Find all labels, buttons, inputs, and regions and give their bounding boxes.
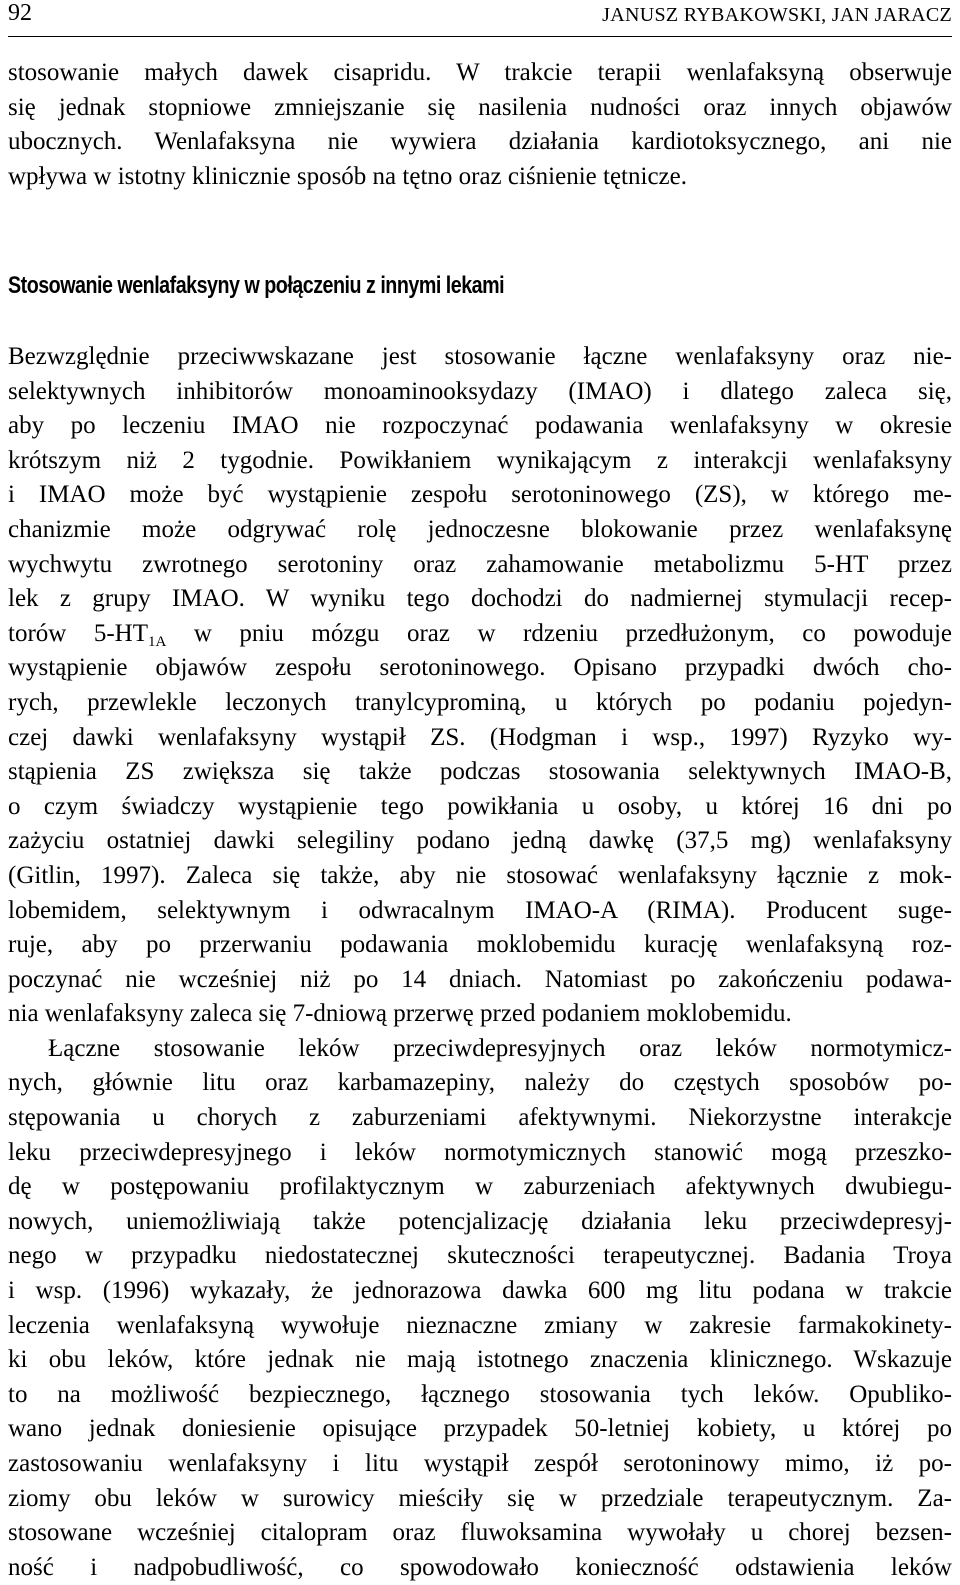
text-line: ziomy obu leków w surowicy mieściły się w przedziale terapeutycznym. Za-	[8, 1484, 952, 1512]
text-line: wano jednak doniesienie opisujące przypadek 50-letniej kobiety, u której po	[8, 1415, 952, 1443]
text-line: o czym świadczy wystąpienie tego powikłania u osoby, u której 16 dni po	[8, 792, 952, 820]
text-line: ki obu leków, które jednak nie mają istotnego znaczenia klinicznego. Wskazuje	[8, 1346, 952, 1374]
text-line: i wsp. (1996) wykazały, że jednorazowa dawka 600 mg litu podana w trakcie	[8, 1277, 952, 1305]
text-line: ność i nadpobudliwość, co spowodowało konieczność odstawienia leków	[8, 1553, 952, 1581]
section-heading: Stosowanie wenlafaksyny w połączeniu z innymi lekami	[8, 272, 505, 299]
text-line: lobemidem, selektywnym i odwracalnym IMAO-A (RIMA). Producent suge-	[8, 896, 952, 924]
text-line: stosowane wcześniej citalopram oraz fluwoksamina wywołały u chorej bezsen-	[8, 1519, 952, 1547]
paragraph-mood-stabilizers	[8, 1032, 952, 1585]
text-line: chanizmie może odgrywać rolę jednoczesne blokowanie przez wenlafaksynę	[8, 515, 952, 543]
journal-page	[8, 0, 952, 1581]
receptor-line	[8, 617, 952, 652]
text-line: się jednak stopniowe zmniejszanie się nasilenia nudności oraz innych objawów	[8, 93, 952, 121]
text-line: wpływa w istotny klinicznie sposób na tętno oraz ciśnienie tętnicze.	[8, 162, 687, 190]
running-header	[8, 0, 952, 37]
text-line: stąpienia ZS zwiększa się także podczas stosowania selektywnych IMAO-B,	[8, 758, 952, 786]
receptor-subscript: 1A	[148, 633, 167, 650]
receptor-line-end: w pniu mózgu oraz w rdzeniu przedłużonym, co powoduje	[166, 619, 952, 647]
text-line: stępowania u chorych z zaburzeniami afektywnymi. Niekorzystne interakcje	[8, 1104, 952, 1132]
text-line: zastosowaniu wenlafaksyny i litu wystąpił zespół serotoninowy mimo, iż po-	[8, 1450, 952, 1477]
paragraph-contraindications	[8, 340, 952, 1032]
text-line: wychwytu zwrotnego serotoniny oraz zahamowanie metabolizmu 5-HT przez	[8, 550, 952, 578]
text-line: krótszym niż 2 tygodnie. Powikłaniem wynikającym z interakcji wenlafaksyny	[8, 446, 952, 474]
text-line: leczenia wenlafaksyną wywołuje nieznaczne zmiany w zakresie farmakokinety-	[8, 1311, 952, 1339]
text-line: wystąpienie objawów zespołu serotoninowego. Opisano przypadki dwóch cho-	[8, 654, 952, 682]
text-line: ubocznych. Wenlafaksyna nie wywiera działania kardiotoksycznego, ani nie	[8, 128, 952, 156]
section-body	[8, 340, 952, 1585]
text-line: dę w postępowaniu profilaktycznym w zaburzeniach afektywnych dwubiegu-	[8, 1173, 952, 1201]
intro-paragraph	[8, 56, 952, 194]
text-line: poczynać nie wcześniej niż po 14 dniach. Natomiast po zakończeniu podawa-	[8, 965, 952, 993]
text-line: leku przeciwdepresyjnego i leków normotymicznych stanowić mogą przeszko-	[8, 1138, 952, 1166]
text-line: ruje, aby po przerwaniu podawania moklobemidu kurację wenlafaksyną roz-	[8, 931, 952, 959]
text-line: nia wenlafaksyny zaleca się 7-dniową przerwę przed podaniem moklobemidu.	[8, 1000, 792, 1028]
text-line: Bezwzględnie przeciwwskazane jest stosowanie łączne wenlafaksyny oraz nie-	[8, 343, 952, 370]
receptor-line-start: torów 5-HT	[8, 619, 148, 647]
text-line: (Gitlin, 1997). Zaleca się także, aby nie stosować wenlafaksyny łącznie z mok-	[8, 861, 952, 889]
text-line: aby po leczeniu IMAO nie rozpoczynać podawania wenlafaksyny w okresie	[8, 412, 952, 440]
text-line: nowych, uniemożliwiają także potencjalizację działania leku przeciwdepresyj-	[8, 1207, 952, 1235]
text-line: stosowanie małych dawek cisapridu. W trakcie terapii wenlafaksyną obserwuje	[8, 59, 952, 86]
text-line: rych, przewlekle leczonych tranylcyprominą, u których po podaniu pojedyn-	[8, 688, 952, 716]
text-line: to na możliwość bezpiecznego, łącznego stosowania tych leków. Opubliko-	[8, 1380, 952, 1408]
text-line: lek z grupy IMAO. W wyniku tego dochodzi do nadmiernej stymulacji recep-	[8, 585, 952, 613]
text-line: selektywnych inhibitorów monoaminooksydazy (IMAO) i dlatego zaleca się,	[8, 377, 952, 405]
page-number: 92	[8, 0, 32, 26]
text-line: zażyciu ostatniej dawki selegiliny podano jedną dawkę (37,5 mg) wenlafaksyny	[8, 827, 952, 855]
text-line: i IMAO może być wystąpienie zespołu serotoninowego (ZS), w którego me-	[8, 481, 952, 509]
text-line: czej dawki wenlafaksyny wystąpił ZS. (Hodgman i wsp., 1997) Ryzyko wy-	[8, 723, 952, 751]
text-line: nego w przypadku niedostatecznej skuteczności terapeutycznej. Badania Troya	[8, 1242, 952, 1270]
running-head-authors: JANUSZ RYBAKOWSKI, JAN JARACZ	[602, 4, 952, 26]
text-line: Łączne stosowanie leków przeciwdepresyjnych oraz leków normotymicz-	[48, 1034, 952, 1062]
text-line: nych, głównie litu oraz karbamazepiny, należy do częstych sposobów po-	[8, 1069, 952, 1097]
